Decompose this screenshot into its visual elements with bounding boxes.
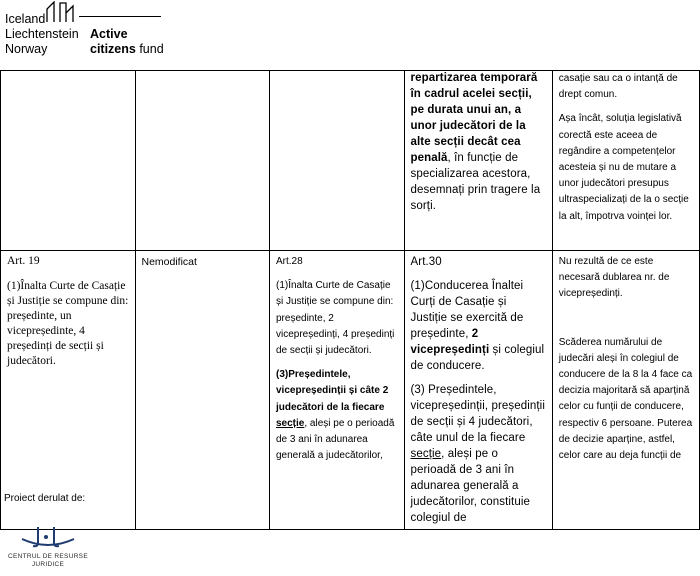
fund-line-2-bold: citizens (90, 42, 136, 56)
table-cell-draft (270, 251, 405, 530)
page-header (0, 0, 700, 70)
country-liechtenstein: Liechtenstein (5, 27, 79, 41)
article-text: și colegiul de conducere. (410, 344, 545, 372)
comparison-table (0, 70, 700, 530)
crj-logo-line-2: JURIDICE (31, 561, 65, 568)
article-text: (1)Conducerea Înaltei Curți de Casație și Justiție se exercită de președinte, (410, 280, 524, 340)
table-cell-status (135, 251, 270, 530)
article-text: , aleși pe o perioadă de 3 ani în adunarea generală a judecătorilor, (276, 417, 395, 462)
eea-grants-logo-icon (46, 1, 82, 23)
table-cell-empty (1, 71, 136, 251)
comment-paragraph: Așa încât, soluția legislativă corectă este aceea de regândire a competențelor acesteia și nu de mutare a unor judecători presupus ultraspecializați de la o secție la alt, împotrva voinței lor. (558, 113, 689, 222)
table-row (1, 251, 700, 530)
article-underlined: secție (410, 448, 442, 460)
table-cell-empty (270, 71, 405, 251)
table-cell-empty (135, 71, 270, 251)
crj-logo (6, 523, 86, 573)
fund-line-1: Active (90, 27, 128, 41)
article-title: Art. 19 (7, 255, 40, 267)
article-text: (1)Înalta Curte de Casație și Justiție se compune din: președinte, 2 vicepreședinți, 4 președinți de secții și judecători. (276, 280, 395, 357)
footer-label: Proiect derulat de: (4, 493, 86, 504)
logo-divider (79, 16, 161, 17)
country-iceland: Iceland (5, 12, 46, 26)
table-cell-comment (552, 71, 699, 251)
article-title: Art.30 (410, 256, 442, 268)
article-bold-text: (3)Președintele, vicepreședinții și câte 2 judecători de la fiecare (276, 369, 389, 413)
crj-logo-icon (8, 523, 88, 553)
article-bold-text: 2 vicepreședinți (410, 328, 490, 356)
crj-logo-line-1: CENTRUL DE RESURSE (8, 553, 88, 560)
article-title: Art.28 (276, 256, 303, 267)
article-bold-underlined: secție (276, 417, 305, 429)
table-cell-current-law (1, 251, 136, 530)
table-cell-comment (552, 251, 699, 530)
fund-name (90, 27, 164, 57)
comment-paragraph: Scăderea numărului de judecări aleși în colegiul de conducere de la 8 la 4 face ca decizia majoritară să aparțină celor cu funții de conducere, respectiv 6 persoane. Puterea de decizie aparține, astfel, celor care au deja funcții de (558, 336, 693, 462)
table-row (1, 71, 700, 251)
fund-line-2 (90, 42, 164, 57)
article-text: (3) Președintele, vicepreședinții, președinții de secții și 4 judecători, câte unul de la fiecare (410, 384, 545, 444)
article-text: , aleși pe o perioadă de 3 ani în adunarea generală a judecătorilor, constituie colegiul de (410, 448, 530, 524)
fund-line-2-normal: fund (135, 42, 164, 56)
country-norway: Norway (5, 42, 48, 56)
table-cell-proposal (404, 71, 552, 251)
table-cell-proposal (404, 251, 552, 530)
article-text: (1)Înalta Curte de Casație și Justiție se compune din: președinte, un vicepreședinte, 4 președinți de secții și judecători. (7, 280, 129, 367)
proposal-text: , în funcție de specializarea acestora, desemnați prin tragere la sorți. (410, 152, 541, 212)
comment-paragraph: casație sau ca o intanță de drept comun. (558, 73, 678, 101)
proposal-bold-text: repartizarea temporară în cadrul acelei secții, pe durata unui an, a unor judecători de la alte secții decât cea penală (410, 72, 538, 164)
crj-logo-text (8, 553, 88, 569)
status-text: Nemodificat (141, 256, 197, 268)
comment-paragraph: Nu rezultă de ce este necesară dublarea nr. de vicepreședinți. (558, 256, 670, 300)
